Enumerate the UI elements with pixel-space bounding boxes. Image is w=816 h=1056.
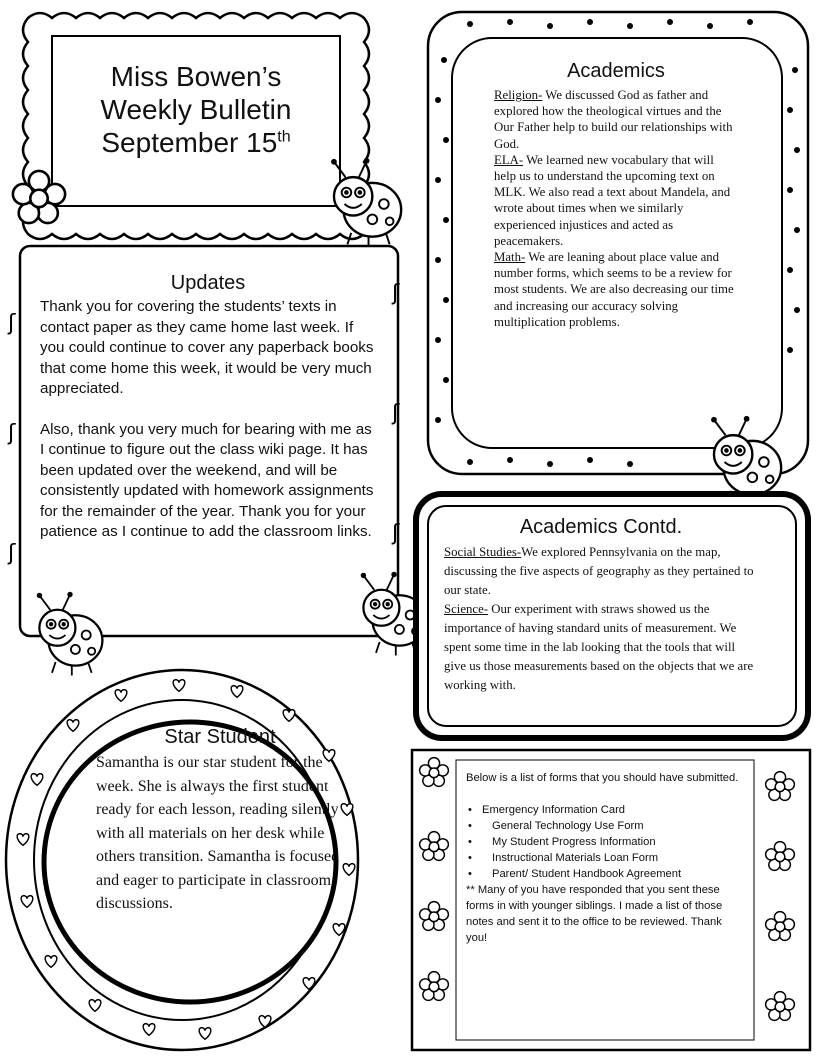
ela-text: We learned new vocabulary that will help us to understand the upcoming text on MLK. We also read a text about Mandela, and wrote about times when we similarly experienced injustices and acted as peacemakers. [494,152,731,248]
academics-contd-section [444,516,758,695]
form-item: • Parent/ Student Handbook Agreement [466,866,744,882]
science-text: Our experiment with straws showed us the importance of having standard units of measurement. We spent some time in the lab looking that the tools that will give us those measurements based on the objects that we are working with. [444,602,754,692]
svg-text:ʃ: ʃ [392,281,400,306]
social-studies-paragraph [444,543,758,600]
forms-list [466,802,744,882]
updates-section [40,272,376,543]
social-studies-text: We explored Pennsylvania on the map, discussing the five aspects of geography as they pertained to our state. [444,545,754,597]
religion-paragraph [494,87,738,152]
form-item: • My Student Progress Information [466,834,744,850]
forms-section [466,770,744,946]
form-item: • General Technology Use Form [466,818,744,834]
title-date-suffix: th [277,128,291,146]
title-line-1: Miss Bowen’s [110,61,282,92]
academics-section [494,60,738,330]
svg-text:ʃ: ʃ [8,421,16,446]
science-paragraph [444,600,758,695]
updates-heading: Updates [170,272,246,294]
svg-text:ʃ: ʃ [392,521,400,546]
title-line-2: Weekly Bulletin [100,94,292,126]
social-studies-label: Social Studies- [444,545,522,559]
forms-note: ** Many of you have responded that you sent these forms in with younger siblings. I made a list of those notes and sent it to the office to be reviewed. Thank you! [466,884,723,944]
svg-text:ʃ: ʃ [392,401,400,426]
updates-paragraph-1: Thank you for covering the students’ texts in contact paper as they came home last week. If you could continue to cover any paperback books that come home this week, it would be very much appreciated. [40,298,374,397]
form-item: • Emergency Information Card [466,802,744,818]
math-text: We are leaning about place value and number forms, which seems to be a review for most students. We are also decreasing our time and increasing our accuracy solving multiplication problems. [494,250,734,329]
svg-text:ʃ: ʃ [8,541,16,566]
star-student-text: Samantha is our star student for the week. She is always the first student ready for each lesson, reading silently with all materials on her desk while others transition. Samantha is focused and eager to participate in classroom discussions. [96,754,340,912]
academics-contd-heading: Academics Contd. [519,516,683,538]
academics-heading: Academics [567,60,665,82]
bulletin-title [62,60,330,159]
ela-label: ELA- [494,152,524,167]
star-student-section [96,726,344,916]
science-label: Science- [444,602,489,616]
math-label: Math- [494,250,526,265]
ela-paragraph [494,152,738,249]
title-line-3 [62,126,330,159]
religion-text: We discussed God as father and explored how the theological virtues and the Our Father help to build our relationships with God. [494,88,733,151]
title-date: September 15 [101,127,278,159]
religion-label: Religion- [494,88,543,102]
svg-text:ʃ: ʃ [8,311,16,336]
form-item: • Instructional Materials Loan Form [466,850,744,866]
star-student-heading: Star Student [164,726,276,748]
math-paragraph [494,249,738,330]
updates-paragraph-2: Also, thank you very much for bearing with me as I continue to figure out the class wiki page. It has been updated over the weekend, and will be consistently updated with homework assignments for the remainder of the year. Thank you for your patience as I continue to add the classroom links. [40,420,374,540]
forms-intro: Below is a list of forms that you should have submitted. [466,772,739,784]
